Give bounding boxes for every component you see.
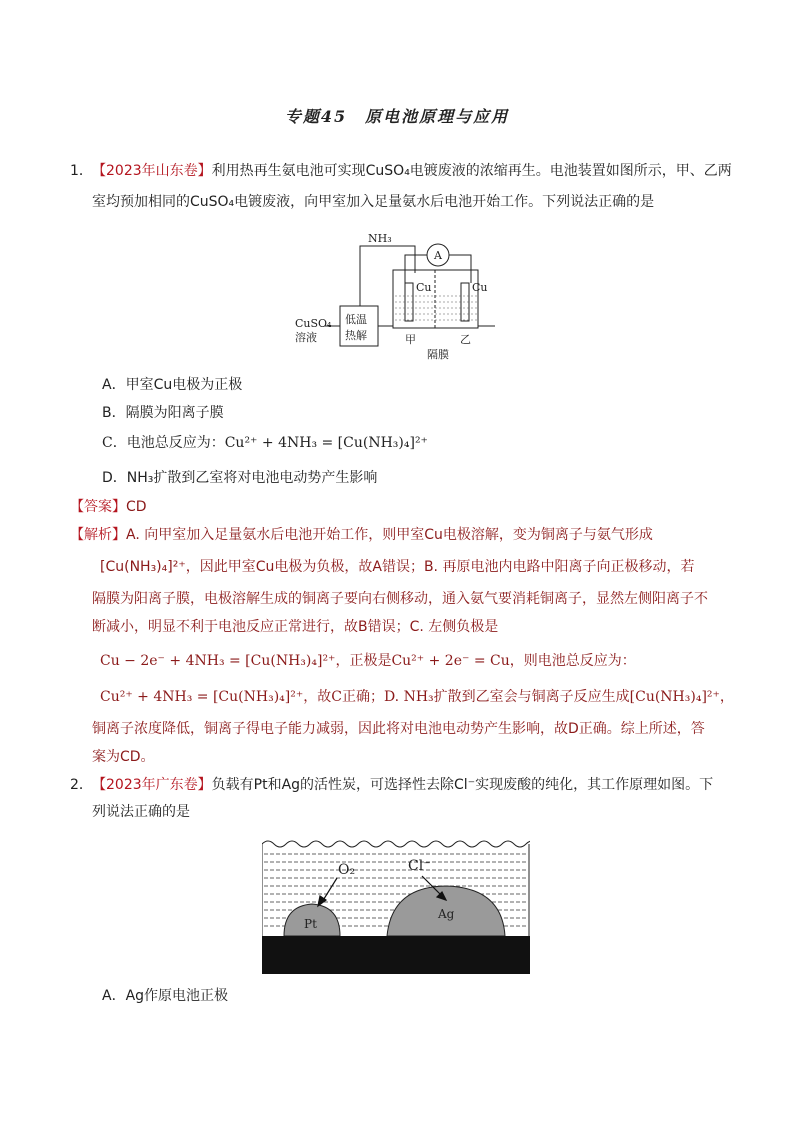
q1-option-a: A．甲室Cu电极为正极 [102,377,243,393]
cuso4-label: CuSO₄ [295,317,332,330]
ammeter-label: A [434,249,442,262]
heat-box-label-1: 低温 [345,313,367,326]
chamber-yi-label: 乙 [460,333,471,346]
question-2-source-tag: 【2023年广东卷】 [92,777,212,793]
battery-apparatus-figure [285,228,525,368]
cl-label: Cl⁻ [408,858,431,874]
question-1-stem-line1: 【2023年山东卷】利用热再生氨电池可实现CuSO₄电镀废液的浓缩再生。电池装置如图所示，甲、乙两 [92,163,732,179]
carbon-substrate [262,936,530,974]
question-2-stem-line2: 列说法正确的是 [92,804,190,820]
q1-option-c: C．电池总反应为：Cu²⁺ + 4NH₃ = [Cu(NH₃)₄]²⁺ [102,435,428,451]
q1-analysis-line-3: 隔膜为阳离子膜，电极溶解生成的铜离子要向右侧移动，通入氨气要消耗铜离子，显然左侧阳离子不 [92,591,708,607]
q1-option-d: D．NH₃扩散到乙室将对电池电动势产生影响 [102,470,378,486]
q1-analysis-line-7: 铜离子浓度降低，铜离子得电子能力减弱，因此将对电池电动势产生影响，故D正确。综上所述，答 [92,721,705,737]
membrane-label: 隔膜 [427,348,449,361]
question-1-source-tag: 【2023年山东卷】 [92,163,212,179]
q1-answer: 【答案】CD [70,499,147,515]
q1-analysis-line-8: 案为CD。 [92,749,155,765]
question-1-number: 1． [70,163,93,179]
ag-label: Ag [438,907,455,921]
q2-option-a: A．Ag作原电池正极 [102,988,229,1004]
question-1-stem-line2: 室均预加相同的CuSO₄电镀废液，向甲室加入足量氨水后电池开始工作。下列说法正确的是 [92,194,655,210]
question-2-stem-line1: 【2023年广东卷】负载有Pt和Ag的活性炭，可选择性去除Cl⁻实现废酸的纯化，其工作原理如图。下 [92,777,714,793]
q1-analysis-line-1: 【解析】A. 向甲室加入足量氨水后电池开始工作，则甲室Cu电极溶解，变为铜离子与氨气形成 [70,527,653,543]
q1-analysis-line-5: Cu − 2e⁻ + 4NH₃ = [Cu(NH₃)₄]²⁺，正极是Cu²⁺ + 2e⁻ = Cu，则电池总反应为： [100,653,636,669]
q1-analysis-line-6: Cu²⁺ + 4NH₃ = [Cu(NH₃)₄]²⁺，故C正确；D. NH₃扩散到乙室会与铜离子反应生成[Cu(NH₃)₄]²⁺， [100,689,734,705]
solution-label: 溶液 [295,331,317,344]
o2-label: O₂ [338,862,356,878]
page-title: 专题45 原电池原理与应用 [284,107,510,126]
cu-right-label: Cu [472,281,488,294]
pt-ag-carbon-figure [262,836,530,974]
q1-analysis-line-4: 断减小，明显不利于电池反应正常进行，故B错误；C. 左侧负极是 [92,619,499,635]
cu-left-label: Cu [416,281,432,294]
heat-box-label-2: 热解 [345,329,367,342]
q1-option-b: B．隔膜为阳离子膜 [102,405,224,421]
chamber-jia-label: 甲 [405,333,416,346]
q1-analysis-line-2: [Cu(NH₃)₄]²⁺，因此甲室Cu电极为负极，故A错误；B. 再原电池内电路中阳离子向正极移动，若 [100,559,695,575]
nh3-label: NH₃ [368,232,392,245]
question-2-number: 2． [70,777,93,793]
pt-label: Pt [304,917,317,931]
